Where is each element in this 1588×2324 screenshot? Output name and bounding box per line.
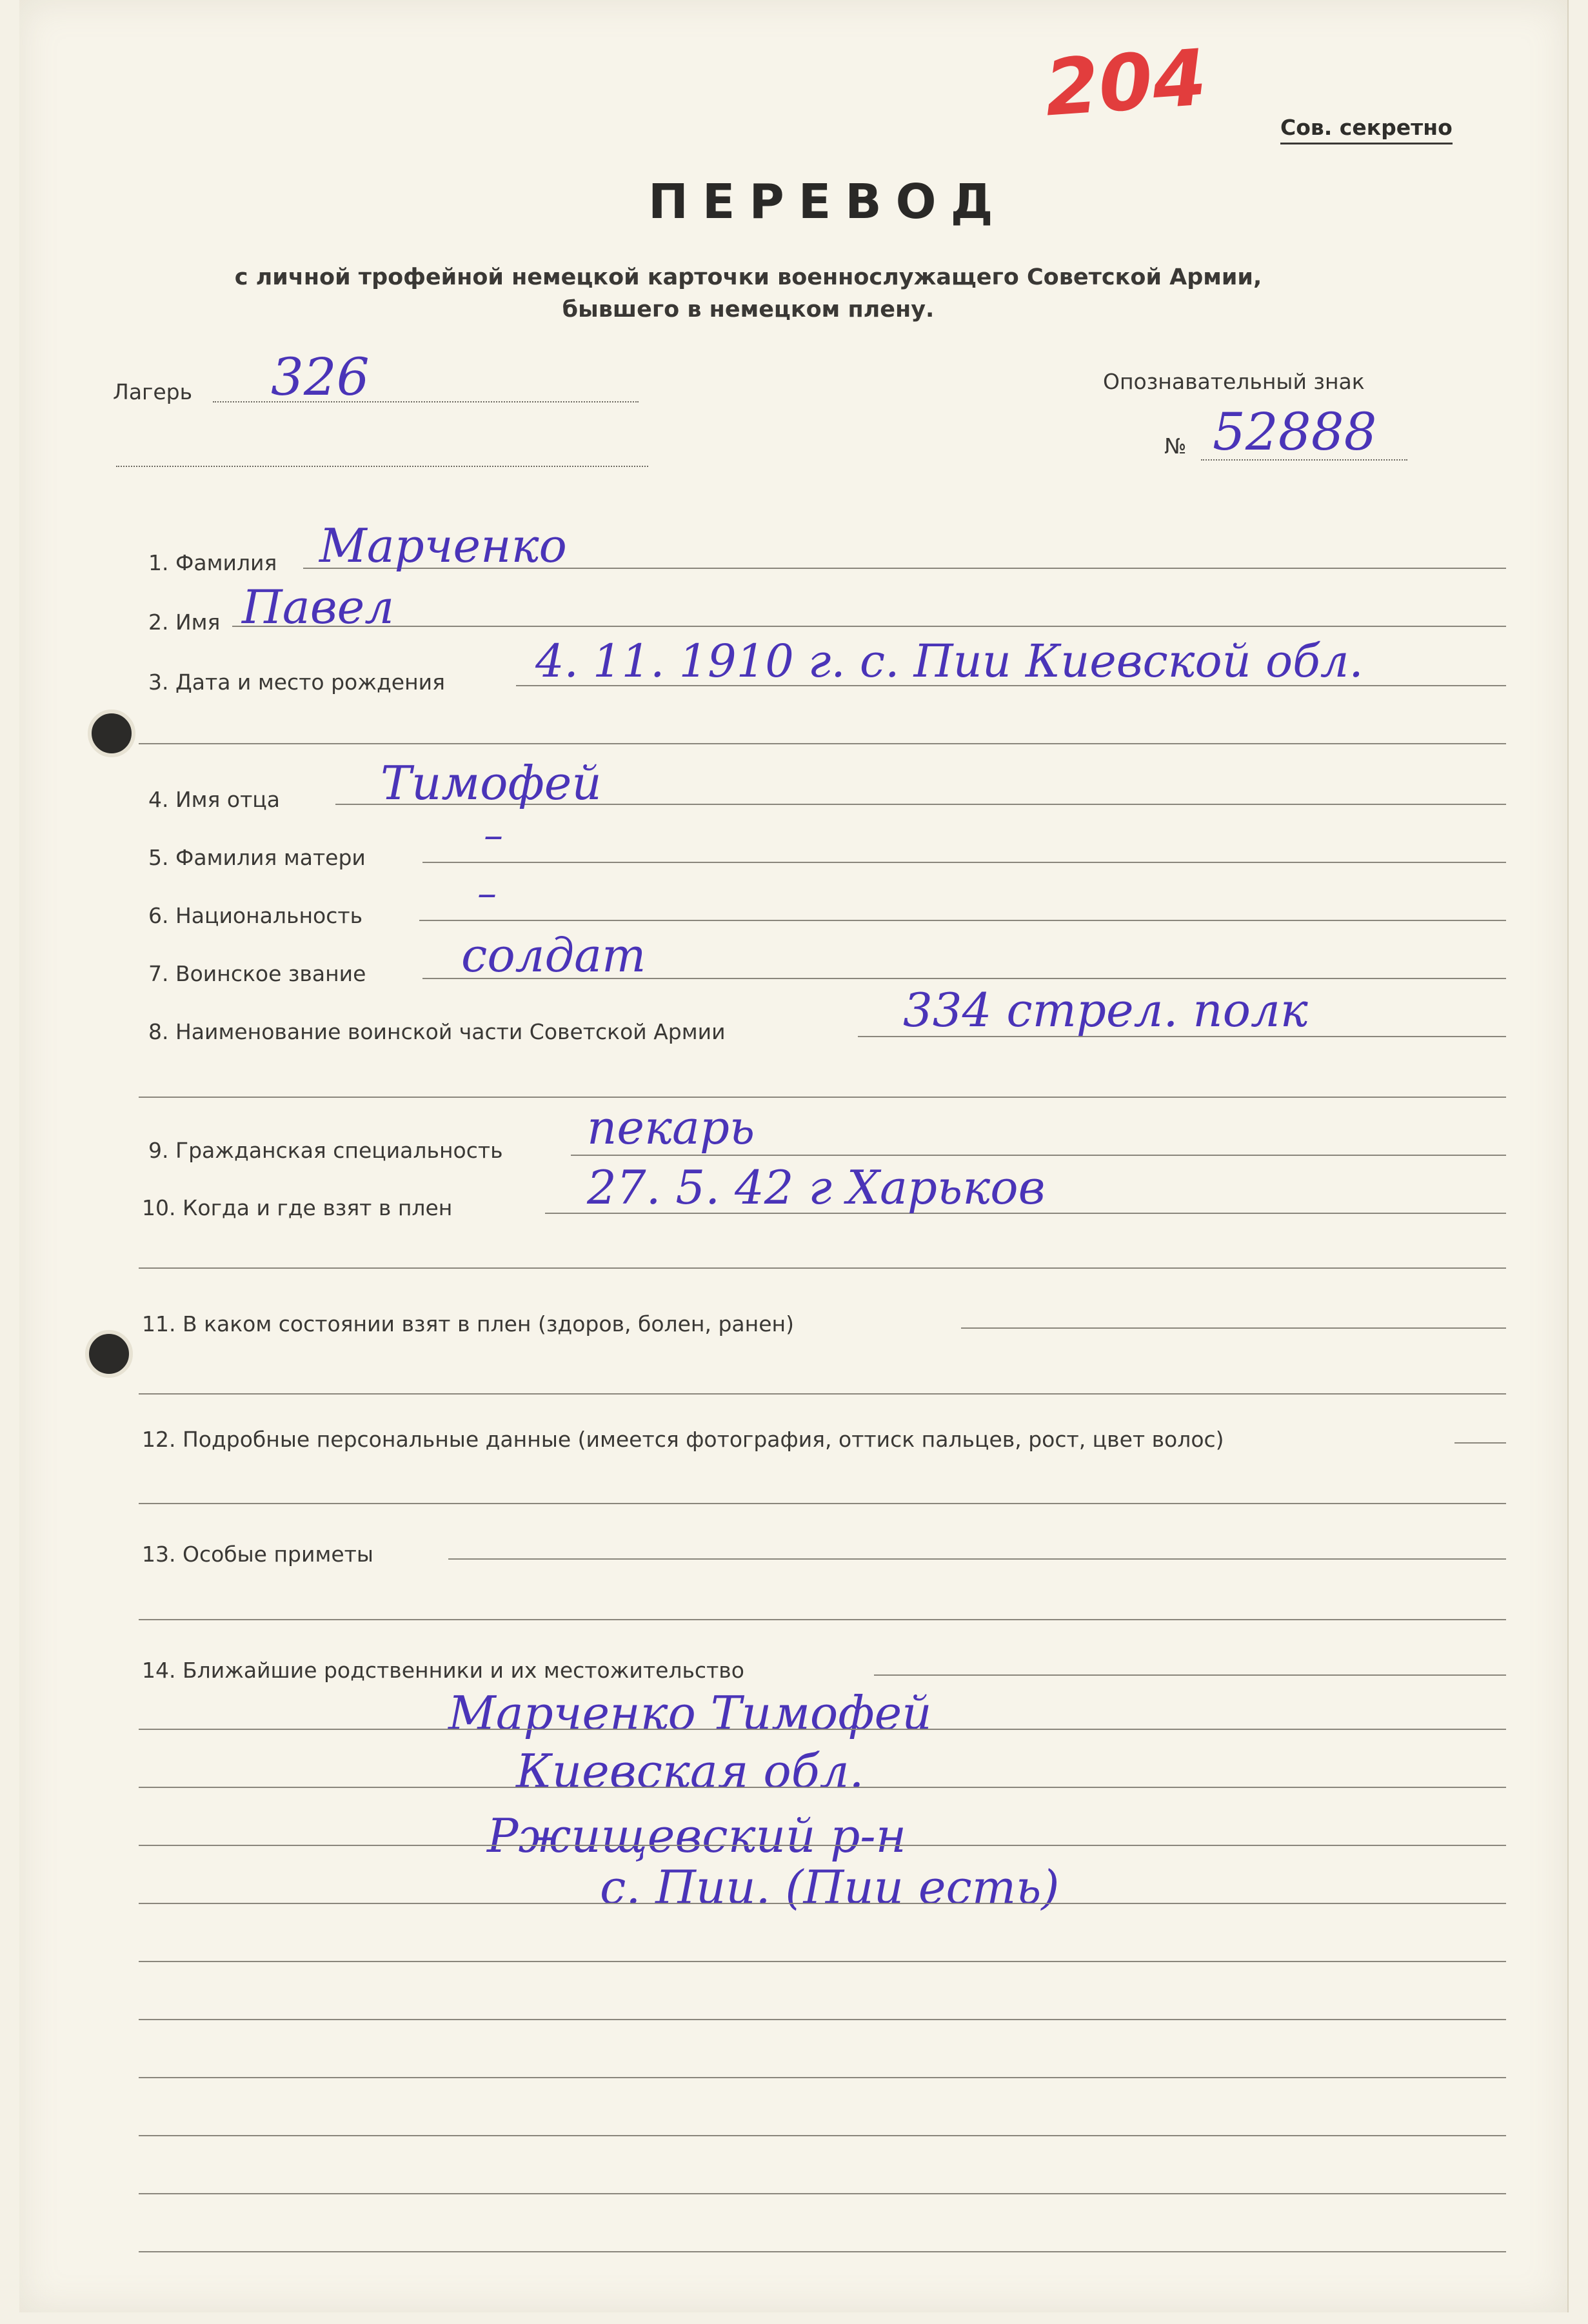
id-tag-value: 52888	[1213, 402, 1377, 462]
punch-hole-bottom	[85, 1330, 133, 1378]
field-label-relatives: 14. Ближайшие родственники и их местожительство	[142, 1658, 744, 1683]
field-label-rank: 7. Воинское звание	[148, 961, 366, 986]
field-label-birth: 3. Дата и место рождения	[148, 670, 445, 695]
field-value-occupation: пекарь	[587, 1100, 755, 1155]
field-value-first-name: Павел	[242, 580, 395, 634]
field-label-nationality: 6. Национальность	[148, 903, 363, 928]
field-value-nationality: –	[477, 871, 497, 916]
field-value-surname: Марченко	[319, 519, 567, 573]
field-value-mother: –	[484, 813, 503, 858]
subtitle-line-2: бывшего в немецком плену.	[562, 297, 935, 323]
field-label-capture: 10. Когда и где взят в плен	[142, 1195, 453, 1220]
camp-label: Лагерь	[113, 379, 193, 404]
field-label-occupation: 9. Гражданская специальность	[148, 1138, 503, 1163]
field-label-personal-data: 12. Подробные персональные данные (имеется фотография, оттиск пальцев, рост, цвет волос)	[142, 1427, 1224, 1452]
classification-label: Сов. секретно	[1280, 115, 1453, 144]
camp-value: 326	[271, 347, 370, 407]
relatives-line-1: Марченко Тимофей	[448, 1686, 932, 1740]
relatives-line-3: Ржищевский р-н	[487, 1809, 907, 1863]
field-value-rank: солдат	[461, 928, 646, 982]
punch-hole-top	[88, 710, 135, 757]
relatives-line-2: Киевская обл.	[516, 1744, 864, 1798]
field-label-unit: 8. Наименование воинской части Советской Армии	[148, 1019, 726, 1044]
field-label-first-name: 2. Имя	[148, 610, 221, 635]
subtitle-line-1: с личной трофейной немецкой карточки военнослужащего Советской Армии,	[234, 264, 1262, 290]
archive-number: 204	[1042, 33, 1210, 134]
page-title: ПЕРЕВОД	[648, 174, 1007, 230]
field-value-unit: 334 стрел. полк	[903, 983, 1308, 1037]
field-label-father: 4. Имя отца	[148, 787, 280, 812]
field-value-father: Тимофей	[381, 756, 602, 810]
field-label-marks: 13. Особые приметы	[142, 1542, 373, 1567]
field-label-surname: 1. Фамилия	[148, 550, 277, 575]
field-label-condition: 11. В каком состоянии взят в плен (здоров, болен, ранен)	[142, 1311, 794, 1336]
field-label-mother: 5. Фамилия матери	[148, 845, 366, 870]
field-value-capture: 27. 5. 42 г Харьков	[587, 1160, 1046, 1215]
id-tag-number-prefix: №	[1164, 433, 1187, 459]
id-tag-label: Опознавательный знак	[1103, 369, 1365, 394]
field-value-birth: 4. 11. 1910 г. с. Пии Киевской обл.	[535, 635, 1364, 688]
relatives-line-4: с. Пии. (Пии есть)	[600, 1860, 1060, 1914]
document-sheet	[19, 0, 1569, 2312]
page-subtitle	[135, 261, 1361, 326]
